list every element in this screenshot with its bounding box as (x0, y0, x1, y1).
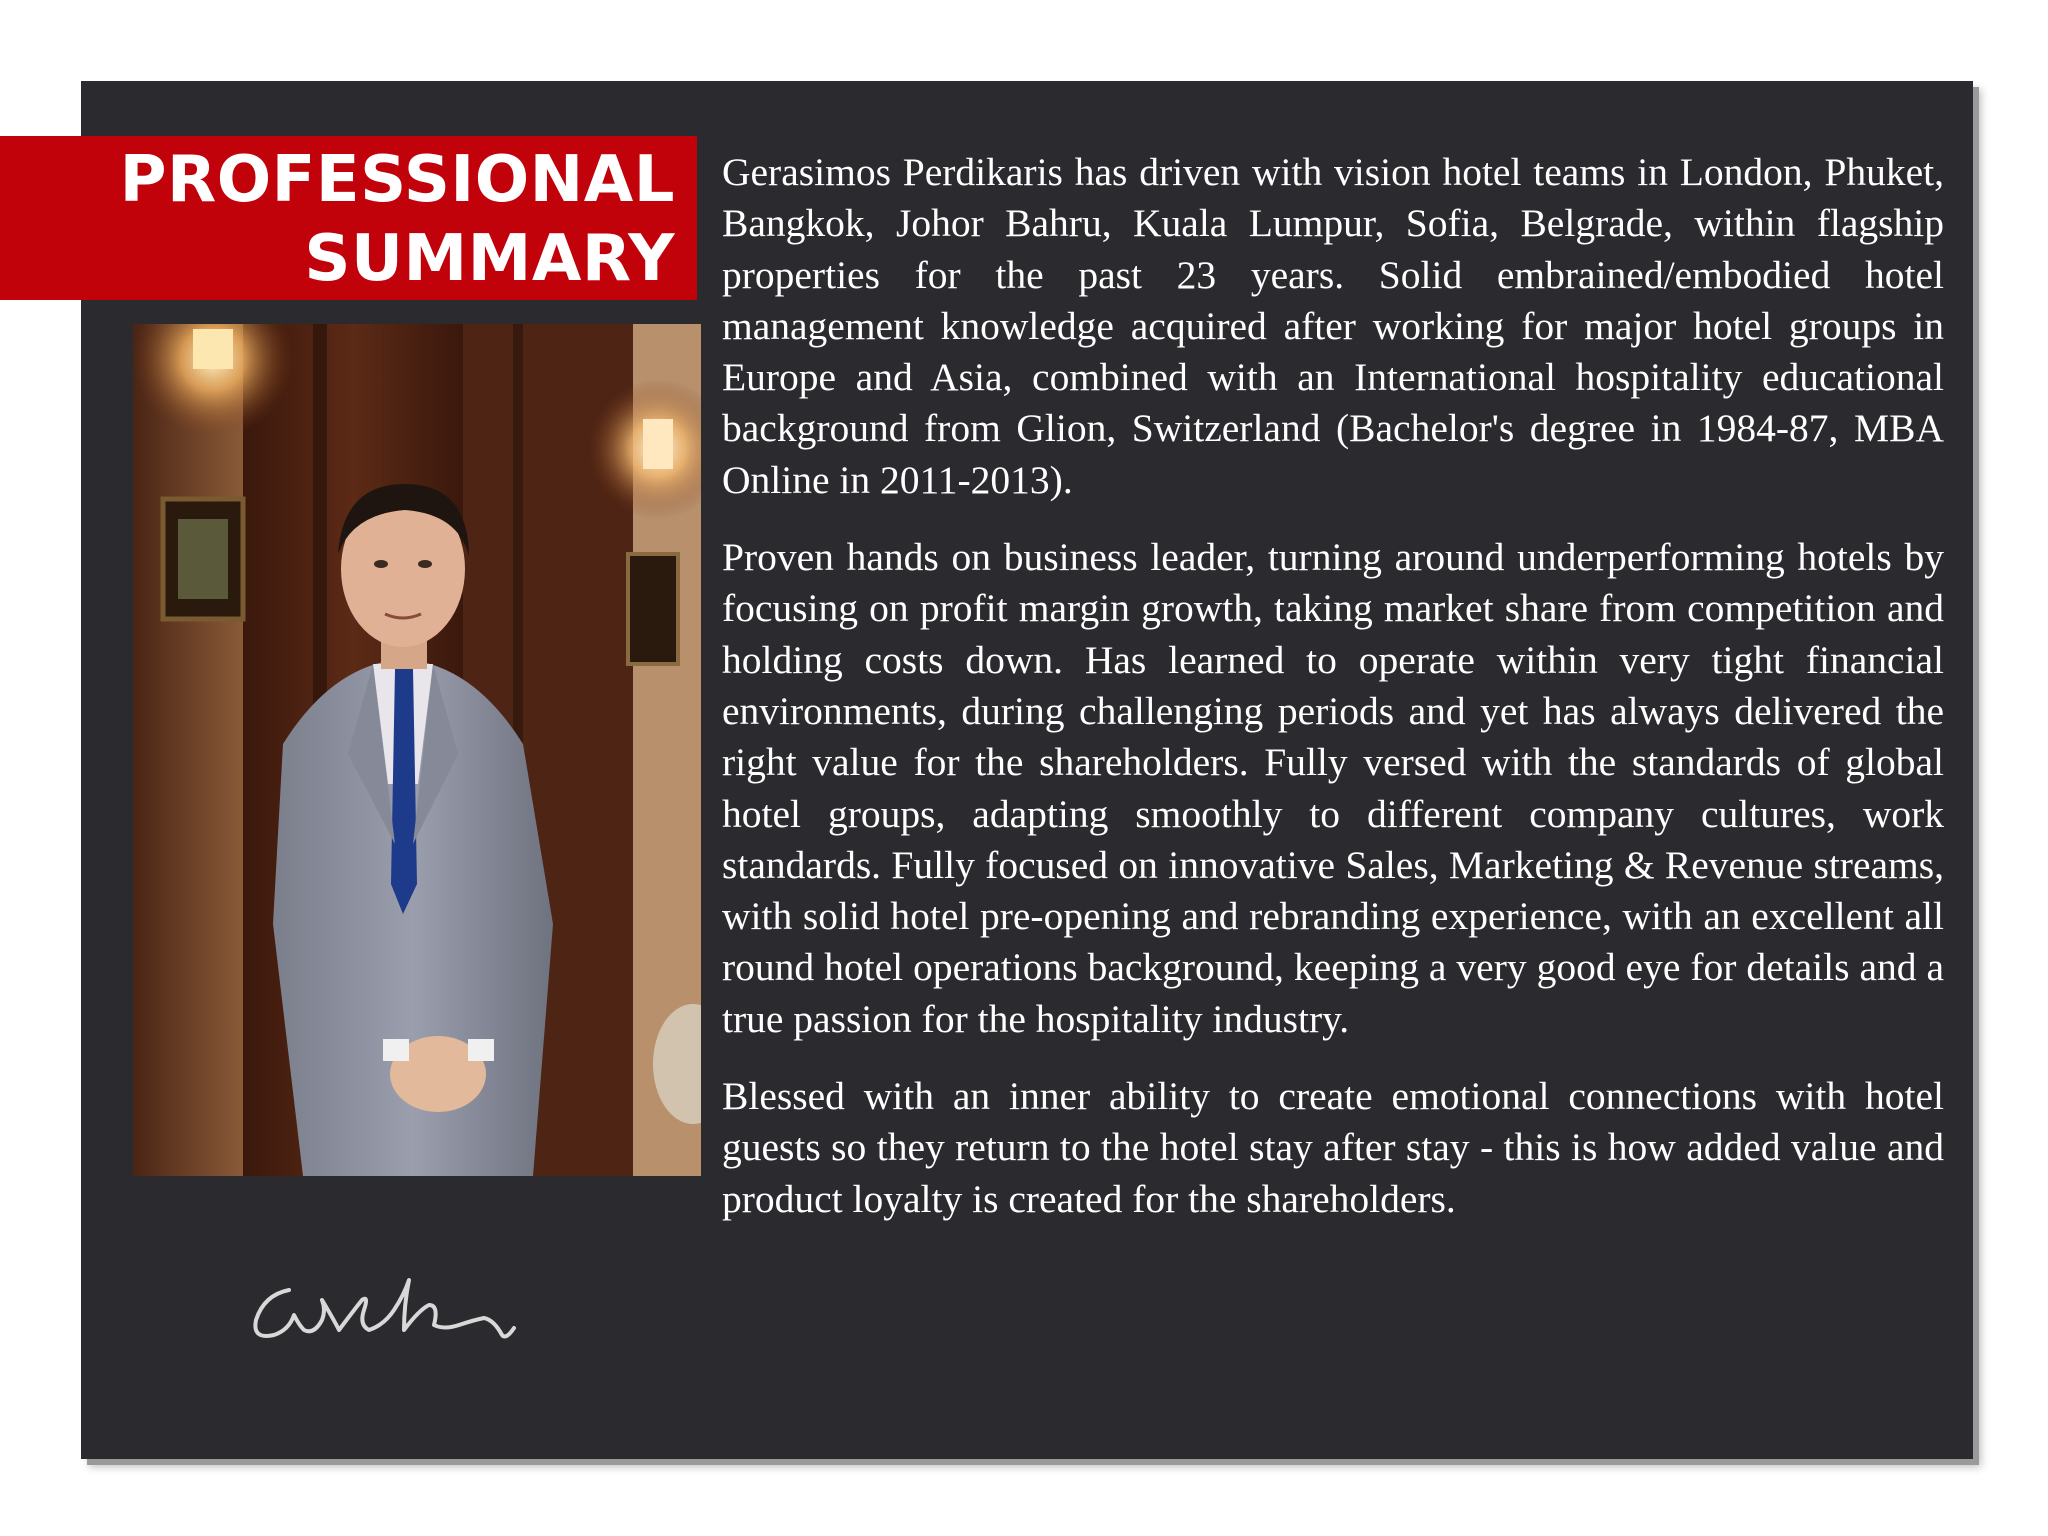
heading-line-1: PROFESSIONAL (119, 143, 675, 217)
heading-line-2: SUMMARY (304, 222, 675, 296)
summary-paragraph-3: Blessed with an inner ability to create emotional connections with hotel guests so they return to the hotel stay after stay - this is how added value and product loyalty is created for the shareholders. (722, 1074, 1944, 1221)
summary-text (722, 147, 1944, 1251)
signature-image (244, 1250, 520, 1360)
portrait-photo (133, 324, 701, 1176)
summary-paragraph-2: Proven hands on business leader, turning around underperforming hotels by focusing on profit margin growth, taking market share from competition and holding costs down. Has learned to operate within very tight financial environments, during challenging periods and yet has always delivered the right value for the shareholders. Fully versed with the standards of global hotel groups, adapting smoothly to different company cultures, work standards. Fully focused on innovative Sales, Marketing & Revenue streams, with solid hotel pre-opening and rebranding experience, with an excellent all round hotel operations background, keeping a very good eye for details and a true passion for the hospitality industry. (722, 535, 1944, 1041)
summary-paragraph-1: Gerasimos Perdikaris has driven with vision hotel teams in London, Phuket, Bangkok, Johor Bahru, Kuala Lumpur, Sofia, Belgrade, within flagship properties for the past 23 years. Solid embrained/embodied hotel management knowledge acquired after working for major hotel groups in Europe and Asia, combined with an International hospitality educational background from Glion, Switzerland (Bachelor's degree in 1984-87, MBA Online in 2011-2013). (722, 150, 1944, 502)
section-heading (0, 136, 697, 300)
